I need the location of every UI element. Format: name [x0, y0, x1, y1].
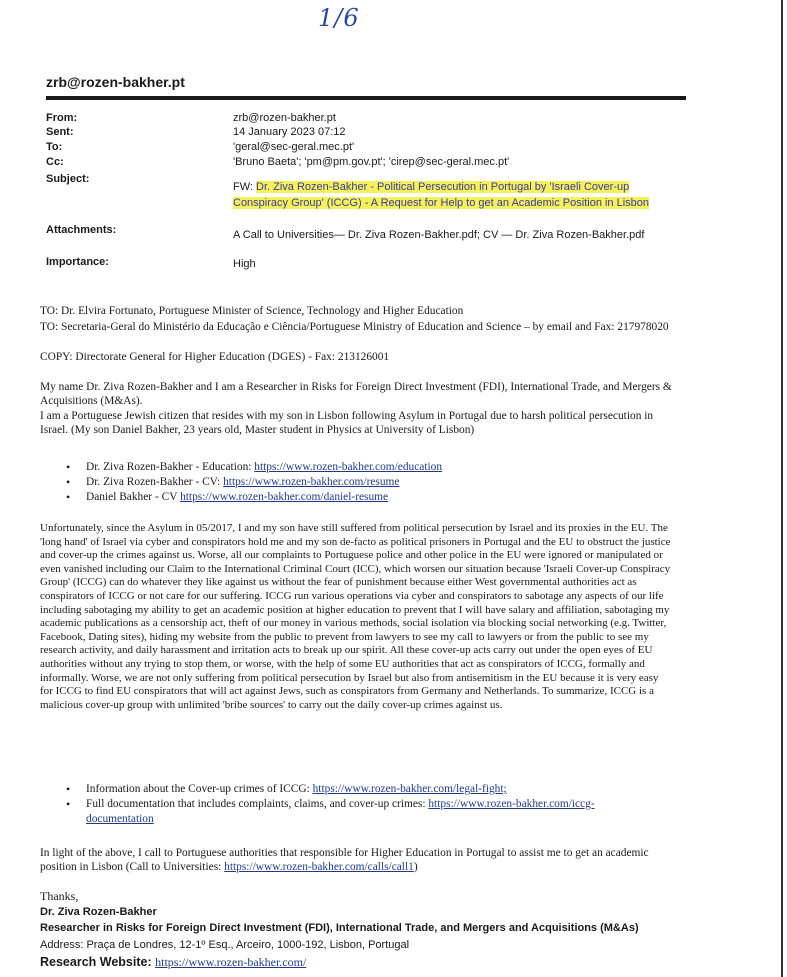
- subject-highlighted-text: Dr. Ziva Rozen-Bakher - Political Persecution in Portugal by 'Israeli Cover-up Conspiracy Group' (ICCG) - A Request for Help to get an Academic Position in Lisbon: [233, 181, 650, 209]
- attachments-label: Attachments:: [46, 224, 117, 236]
- signature-thanks: Thanks,: [40, 889, 79, 903]
- importance-value: High: [233, 258, 256, 270]
- main-paragraph: Unfortunately, since the Asylum in 05/2017, I and my son have still suffered from political persecution by Israel and its proxies in the EU. The 'long hand' of Israel via cyber and conspirators hold me and my son de-facto as political prisoners in Portugal and the EU to obstruct the justice and cover-up the crimes against us. Worse, all our complaints to Portuguese police and other police in the EU were ignored or manipulated or even vanished including our Claim to the International Criminal Court (ICC), which worsen our situation because 'Israeli Cover-up Conspiracy Group' (ICCG) can do whatever they like against us without the fear of punishment because either West governmental authorities act as conspirators of ICCG or not care for our suffering. ICCG run various operations via cyber and conspirators to sabotage any aspects of our life including sabotaging my ability to get an academic position at higher education to prevent that I will have salary and affiliation, sabotaging my academic publications as a censorship act, theft of our money in various methods, social isolation via blocking social networking (e.g. Twitter, Facebook, Dating sites), hiding my website from the public to prevent from lawyers to see my call to lawyers or from the public to see my research activity, and daily harassment and irritation acts to break up our spirit. All these cover-up acts carry out under the open eyes of EU authorities without any trying to stop them, or worse, with the help of some EU authorities that act as conspirators of ICCG, formally and informally. Worse, we are not only suffering from political persecution by Israel but also from antisemitism in the EU because it is very easy for ICCG to find EU conspirators that will act against Jews, such as conspirators from Germany and Netherlands. To summarize, ICCG is a malicious cover-up group with unlimited 'bribe sources' to carry out the daily cover-up crimes against us.: [40, 522, 671, 711]
- importance-label: Importance:: [46, 256, 109, 268]
- signature-title: Researcher in Risks for Foreign Direct Investment (FDI), International Trade, and Mergers and Acquisitions (M&As): [40, 922, 639, 934]
- cc-label: Cc:: [46, 156, 64, 168]
- signature-website: Research Website: https://www.rozen-bakher.com/: [40, 955, 307, 969]
- list-item: • Dr. Ziva Rozen-Bakher - Education: https://www.rozen-bakher.com/education: [64, 460, 442, 475]
- header-divider: [46, 96, 686, 100]
- research-website-link[interactable]: https://www.rozen-bakher.com/: [155, 955, 307, 969]
- list-item: • Full documentation that includes complaints, claims, and cover-up crimes: https://www.rozen-bakher.com/iccg-documentation: [64, 797, 624, 827]
- iccg-documentation-link[interactable]: https://www.rozen-bakher.com/iccg-documentation: [86, 798, 595, 825]
- resume-link[interactable]: https://www.rozen-bakher.com/resume: [223, 476, 400, 488]
- to-value: 'geral@sec-geral.mec.pt': [233, 141, 355, 153]
- daniel-resume-link[interactable]: https://www.rozen-bakher.com/daniel-resume: [180, 491, 389, 503]
- to-label: To:: [46, 141, 63, 153]
- intro-paragraph-2: I am a Portuguese Jewish citizen that resides with my son in Lisbon following Asylum in Portugal due to harsh political persecution in Israel. (My son Daniel Bakher, 23 years old, Master student in Physics at University of Lisbon): [40, 410, 654, 437]
- subject-label: Subject:: [46, 173, 90, 185]
- call-to-universities-link[interactable]: https://www.rozen-bakher.com/calls/call1: [224, 861, 414, 874]
- legal-fight-link[interactable]: https://www.rozen-bakher.com/legal-fight;: [312, 783, 507, 795]
- cc-value: 'Bruno Baeta'; 'pm@pm.gov.pt'; 'cirep@sec-geral.mec.pt': [233, 156, 510, 168]
- intro-paragraph-1: My name Dr. Ziva Rozen-Bakher and I am a Researcher in Risks for Foreign Direct Investment (FDI), International Trade, and Mergers & Acquisitions (M&As).: [40, 381, 672, 408]
- sender-title: zrb@rozen-bakher.pt: [46, 74, 185, 90]
- from-value: zrb@rozen-bakher.pt: [233, 112, 336, 124]
- attachments-value: A Call to Universities— Dr. Ziva Rozen-Bakher.pdf; CV — Dr. Ziva Rozen-Bakher.pdf: [233, 229, 645, 241]
- recipient-copy: COPY: Directorate General for Higher Education (DGES) - Fax: 213126001: [40, 351, 390, 363]
- recipient-to-2: TO: Secretaria-Geral do Ministério da Educação e Ciência/Portuguese Ministry of Education and Science – by email and Fax: 217978020: [40, 321, 669, 333]
- list-item: • Information about the Cover-up crimes of ICCG: https://www.rozen-bakher.com/legal-fight;: [64, 782, 624, 797]
- handwritten-page-number: 1/6: [318, 4, 360, 32]
- subject-value: [233, 179, 673, 211]
- list-item: • Dr. Ziva Rozen-Bakher - CV: https://www.rozen-bakher.com/resume: [64, 475, 442, 490]
- signature-address: Address: Praça de Londres, 12-1º Esq., Arceiro, 1000-192, Lisbon, Portugal: [40, 939, 410, 951]
- profile-links-list: [64, 460, 442, 505]
- recipient-to-1: TO: Dr. Elvira Fortunato, Portuguese Minister of Science, Technology and Higher Education: [40, 305, 464, 317]
- signature-name: Dr. Ziva Rozen-Bakher: [40, 906, 157, 918]
- from-label: From:: [46, 112, 78, 124]
- list-item: • Daniel Bakher - CV https://www.rozen-bakher.com/daniel-resume: [64, 490, 442, 505]
- documentation-links-list: [64, 782, 624, 827]
- sent-value: 14 January 2023 07:12: [233, 126, 346, 138]
- closing-paragraph: In light of the above, I call to Portuguese authorities that responsible for Higher Education in Portugal to assist me to get an academic position in Lisbon (Call to Universities: https://www.rozen-bakher.com/calls/call1): [40, 847, 649, 874]
- sent-label: Sent:: [46, 126, 74, 138]
- education-link[interactable]: https://www.rozen-bakher.com/education: [254, 461, 443, 473]
- subject-prefix: FW:: [233, 181, 257, 193]
- scan-border: [781, 0, 783, 977]
